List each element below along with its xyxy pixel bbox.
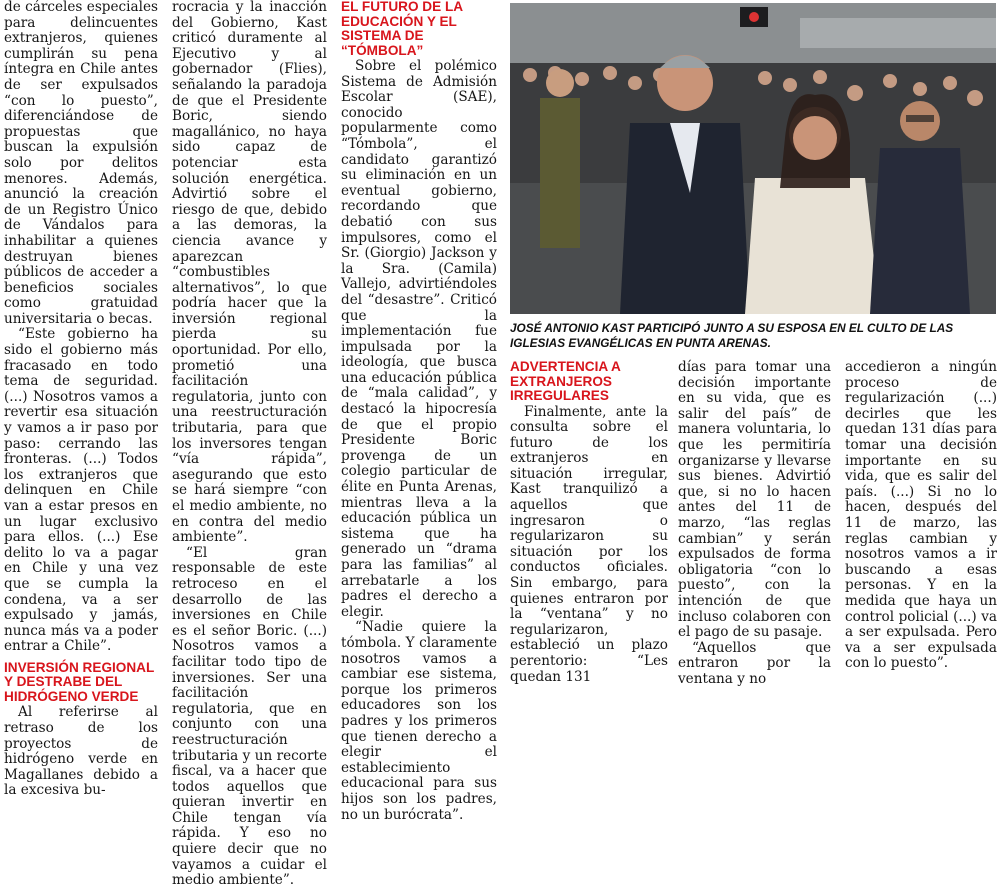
paragraph: rocracia y la inacción del Gobierno, Kast criticó duramente al Ejecutivo y al gobernador (Flies), señalando la paradoja de que el Presidente Boric, siendo magallánico, no haya sido capaz de potenciar esta solución energética. Advirtió sobre el riesgo de que, debido a las demoras, la ciencia avance y aparezcan “combustibles alternativos”, lo que podría hacer que la inversión regional pierda su oportunidad. Por ello, prometió una facilitación regulatoria, junto con una reestructuración tributaria, para que los inversores tengan “vía rápida”, asegurando que esto se hará siempre “con el medio ambiente, no en contra del medio ambiente”.	[172, 0, 327, 546]
paragraph: Sobre el polémico Sistema de Admisión Escolar (SAE), conocido popularmente como “Tómbola”, el candidato garantizó su eliminación en un eventual gobierno, recordando que debatió con sus impulsores, como el Sr. (Giorgio) Jackson y la Sra. (Camila) Vallejo, advirtiéndoles del “desastre”. Criticó que la implementación fue impulsada por la ideología, que busca una educación pública de “mala calidad”, y destacó la hipocresía de que el propio Presidente Boric provenga de un colegio particular de élite en Punta Arenas, mientras lleva a la educación pública un sistema que ha generado un “drama para las familias” al arrebatarle a los padres el derecho a elegir.	[341, 58, 497, 620]
event-photo	[510, 3, 996, 314]
photo-illustration	[510, 3, 996, 314]
paragraph: accedieron a ningún proceso de regularización (...) decirles que les quedan 131 días para tomar una decisión importante en su vida, que es salir del país. (...) Si no lo hacen, después del 11 de marzo, las reglas cambian y nosotros vamos a ir buscando a esas personas. Y en la medida que haya un control policial (...) va a ser expulsada. Pero va a ser expulsada con lo puesto”.	[845, 359, 997, 672]
soldier-figure	[540, 98, 580, 248]
section-heading: EL FUTURO DE LA EDUCACIÓN Y EL SISTEMA DE “TÓMBOLA”	[341, 0, 463, 58]
article-column-4	[510, 359, 668, 685]
section-heading: INVERSIÓN REGIONAL Y DESTRABE DEL HIDRÓGENO VERDE	[4, 659, 155, 704]
logo-icon	[749, 12, 759, 22]
article-column-2	[172, 0, 327, 889]
soldier-head	[546, 69, 574, 97]
paragraph: días para tomar una decisión importante en su vida, que es salir del país” de manera voluntaria, lo que les permitiría organizarse y llevarse sus bienes. Advirtió que, si no lo hacen antes del 11 de marzo, “las reglas cambian” y serán expulsados de forma obligatoria “con lo puesto”, con la intención de que incluso colaboren con el pago de su pasaje.	[678, 359, 831, 641]
paragraph: Al referirse al retraso de los proyectos de hidrógeno verde en Magallanes debido a la excesiva bu-	[4, 704, 158, 799]
article-column-6	[845, 359, 997, 672]
article-column-5	[678, 359, 831, 687]
man-right-suit	[870, 148, 970, 314]
glasses-icon	[906, 115, 934, 122]
woman-jacket	[745, 178, 880, 314]
section-heading: ADVERTENCIA A EXTRANJEROS IRREGULARES	[510, 359, 621, 403]
photo-caption: JOSÉ ANTONIO KAST PARTICIPÓ JUNTO A SU ESPOSA EN EL CULTO DE LAS IGLESIAS EVANGÉLICAS EN PUNTA ARENAS.	[510, 321, 954, 350]
paragraph: “Este gobierno ha sido el gobierno más fracasado en todo tema de seguridad. (...) Nosotros vamos a revertir esa situación y vamos a ir paso por paso: cerrando las fronteras. (...) Todos los extranjeros que delinquen en Chile van a estar presos en un lugar exclusivo para ellos. (...) Ese delito lo va a pagar en Chile y una vez que se cumpla la condena, va a ser expulsado y jamás, nunca más va a poder entrar a Chile”.	[4, 326, 158, 655]
paragraph: Finalmente, ante la consulta sobre el futuro de los extranjeros en situación irregular, Kast tranquilizó a aquellos que ingresaron o regularizaron su situación por los conductos oficiales. Sin embargo, para quienes entraron por la “ventana” y no regularizaron, estableció un plazo perentorio: “Les quedan 131	[510, 403, 668, 685]
woman-face	[793, 116, 837, 160]
article-column-3	[341, 0, 497, 823]
paragraph: de cárceles especiales para delincuentes extranjeros, quienes cumplirán su pena íntegra en Chile antes de ser expulsados “con lo puesto”, diferenciándose de propuestas que buscan la expulsión solo por delitos menores. Además, anunció la creación de un Registro Único de Vándalos para inhabilitar a quienes destruyan bienes públicos de acceder a beneficios sociales como gratuidad universitaria o becas.	[4, 0, 158, 327]
paragraph: “Nadie quiere la tómbola. Y claramente nosotros vamos a cambiar ese sistema, porque los primeros educadores son los padres y los primeros que tienen derecho a elegir el establecimiento educacional para sus hijos son los padres, no un burócrata”.	[341, 619, 497, 823]
paragraph: “Aquellos que entraron por la ventana y no	[678, 639, 831, 687]
article-column-1	[4, 0, 158, 799]
wall-panel	[800, 18, 996, 48]
paragraph: “El gran responsable de este retroceso en el desarrollo de las inversiones en Chile es el señor Boric. (...) Nosotros vamos a facilitar todo tipo de inversiones. Ser una facilitación regulatoria, que en conjunto con una reestructuración tributaria y un recorte fiscal, va a hacer que todos aquellos que quieran invertir en Chile tengan vía rápida. Y eso no quiere decir que no vayamos a cuidar el medio ambiente”.	[172, 544, 327, 889]
